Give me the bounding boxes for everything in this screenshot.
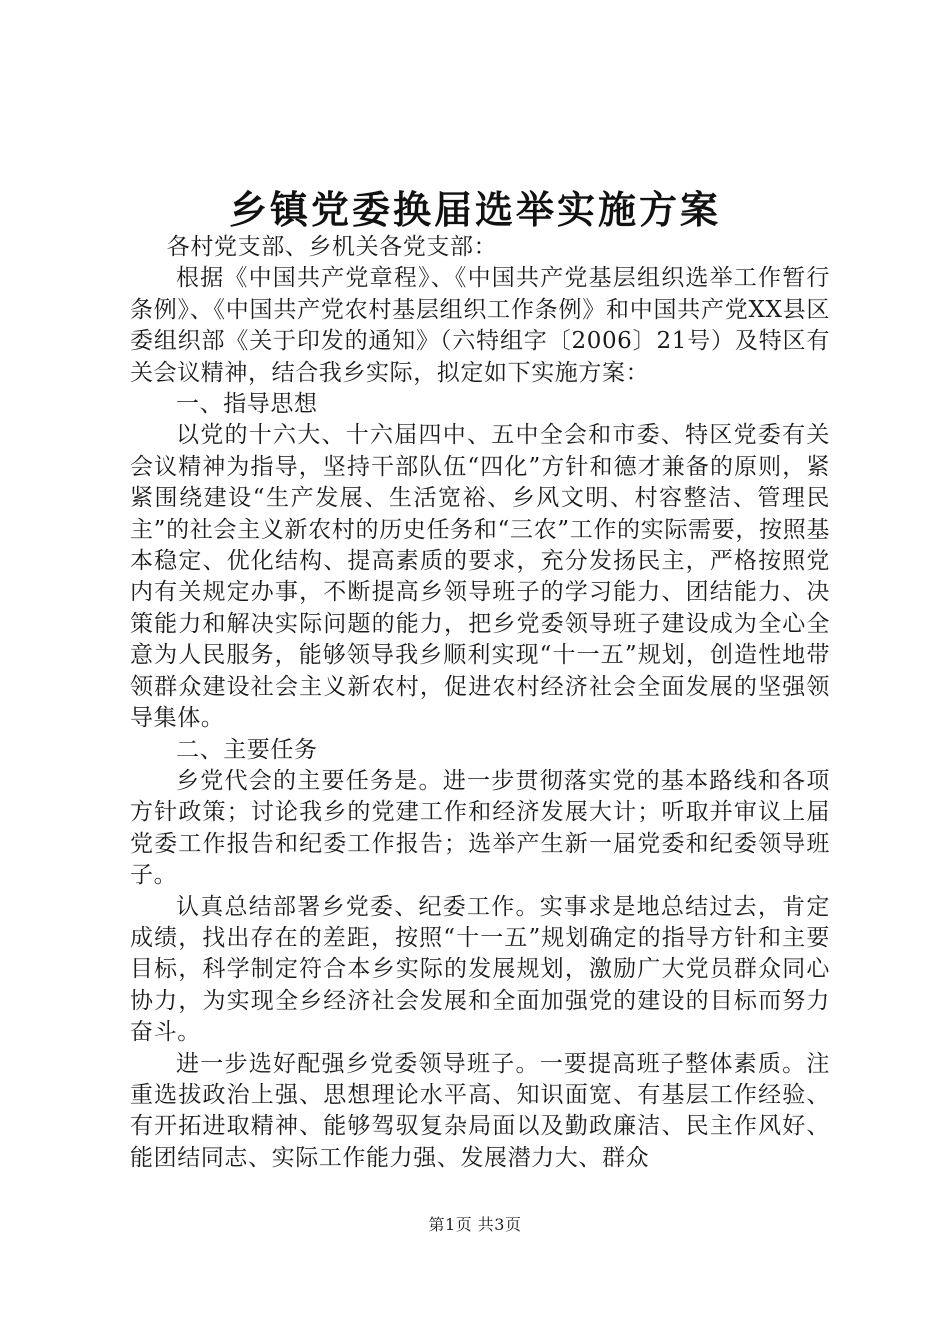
salutation: 各村党支部、乡机关各党支部： xyxy=(166,234,498,260)
section-heading-guiding-thought: 一、指导思想 xyxy=(176,391,318,418)
document-title: 乡镇党委换届选举实施方案 xyxy=(228,187,721,232)
document-body xyxy=(130,232,830,1174)
paragraph-leadership-team: 进一步选好配强乡党委领导班子。一要提高班子整体素质。注重选拔政治上强、思想理论水平高、知识面宽、有基层工作经验、有开拓进取精神、能够驾驭复杂局面以及勤政廉洁、民主作风好、能团结同志、实际工作能力强、发展潜力大、群众 xyxy=(130,1050,830,1171)
paragraph-guiding-thought: 以党的十六大、十六届四中、五中全会和市委、特区党委有关会议精神为指导，坚持干部队伍“四化”方针和德才兼备的原则，紧紧围绕建设“生产发展、生活宽裕、乡风文明、村容整洁、管理民主”的社会主义新农村的历史任务和“三农”工作的实际需要，按照基本稳定、优化结构、提高素质的要求，充分发扬民主，严格按照党内有关规定办事，不断提高乡领导班子的学习能力、团结能力、决策能力和解决实际问题的能力，把乡党委领导班子建设成为全心全意为人民服务，能够领导我乡顺利实现“十一五”规划，创造性地带领群众建设社会主义新农村，促进农村经济社会全面发展的坚强领导集体。 xyxy=(130,422,830,732)
paragraph-summarize-work: 认真总结部署乡党委、纪委工作。实事求是地总结过去，肯定成绩，找出存在的差距，按照“十一五”规划确定的指导方针和主要目标，科学制定符合本乡实际的发展规划，激励广大党员群众同心协力，为实现全乡经济社会发展和全面加强党的建设的目标而努力奋斗。 xyxy=(130,893,830,1046)
section-heading-main-tasks: 二、主要任务 xyxy=(176,736,318,763)
paragraph-intro: 根据《中国共产党章程》、《中国共产党基层组织选举工作暂行条例》、《中国共产党农村基层组织工作条例》和中国共产党XX县区委组织部《关于印发的通知》（六特组字〔2006〕21号）及特区有关会议精神，结合我乡实际，拟定如下实施方案： xyxy=(130,265,830,386)
page-number-footer: 第1页 共3页 xyxy=(428,1215,522,1234)
paragraph-main-tasks: 乡党代会的主要任务是。进一步贯彻落实党的基本路线和各项方针政策；讨论我乡的党建工作和经济发展大计；听取并审议上届党委工作报告和纪委工作报告；选举产生新一届党委和纪委领导班子。 xyxy=(130,767,830,889)
